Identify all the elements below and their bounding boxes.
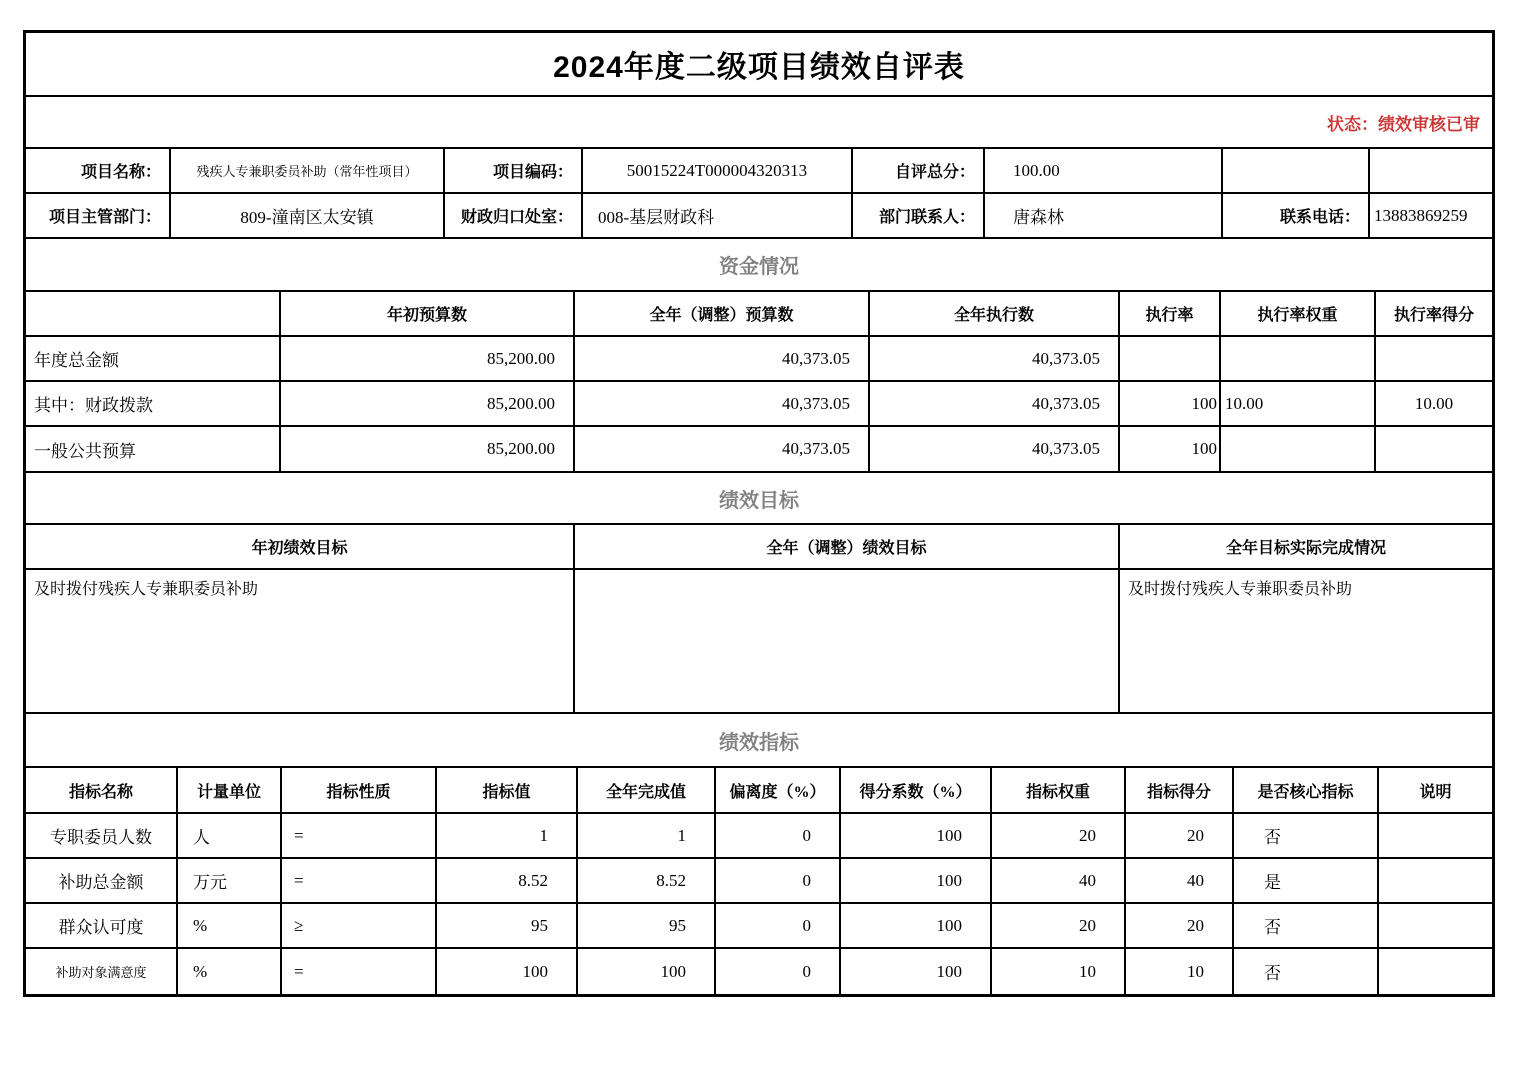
indicator-coefficient: 100 [841, 814, 992, 857]
funding-row-label: 一般公共预算 [26, 427, 281, 471]
funding-header-initial-budget: 年初预算数 [281, 292, 575, 335]
performance-self-evaluation-form [23, 30, 1495, 997]
indicator-target: 95 [437, 904, 578, 947]
finance-office-label: 财政归口处室： [445, 194, 583, 237]
indicator-header-completed: 全年完成值 [578, 768, 716, 812]
indicators-section-row [26, 714, 1492, 768]
dept-label: 项目主管部门： [26, 194, 171, 237]
goal-initial-text: 及时拨付残疾人专兼职委员补助 [26, 570, 575, 712]
indicator-header-note: 说明 [1419, 783, 1452, 801]
indicator-name: 补助对象满意度 [26, 949, 178, 994]
funding-row-label: 其中：财政拨款 [26, 382, 281, 425]
goal-actual-text: 及时拨付残疾人专兼职委员补助 [1128, 581, 1353, 598]
indicator-target: 1 [437, 814, 578, 857]
funding-rate [1120, 337, 1221, 380]
section-title-goals: 绩效目标 [719, 489, 799, 512]
funding-row-total [26, 337, 1492, 382]
indicator-header-weight: 指标权重 [992, 768, 1126, 812]
indicator-row [26, 904, 1492, 949]
indicator-completed: 100 [578, 949, 716, 994]
indicator-coefficient: 100 [841, 904, 992, 947]
project-name-label: 项目名称： [26, 149, 171, 192]
self-score-value: 100.00 [985, 149, 1223, 192]
indicator-name: 专职委员人数 [26, 814, 178, 857]
indicator-row [26, 949, 1492, 994]
funding-adjusted-budget: 40,373.05 [575, 427, 870, 471]
funding-header-rate-score: 执行率得分 [1393, 307, 1474, 324]
indicator-header-core: 是否核心指标 [1234, 768, 1379, 812]
indicator-header-unit: 计量单位 [178, 768, 282, 812]
indicator-completed: 8.52 [578, 859, 716, 902]
funding-adjusted-budget: 40,373.05 [575, 337, 870, 380]
indicator-completed: 1 [578, 814, 716, 857]
funding-row-fiscal [26, 382, 1492, 427]
indicator-target: 8.52 [437, 859, 578, 902]
form-title: 2024年度二级项目绩效自评表 [553, 51, 965, 84]
indicator-note [1379, 949, 1492, 994]
indicator-coefficient: 100 [841, 949, 992, 994]
indicator-header-nature: 指标性质 [282, 768, 437, 812]
indicator-row [26, 814, 1492, 859]
status-text: 状态：绩效审核已审 [1327, 114, 1480, 134]
indicator-nature: = [282, 949, 437, 994]
funding-header-rate-weight: 执行率权重 [1221, 292, 1376, 335]
indicator-score: 20 [1126, 814, 1234, 857]
funding-rate-weight [1221, 337, 1376, 380]
indicators-header-row [26, 768, 1492, 814]
goals-section-row [26, 473, 1492, 525]
funding-adjusted-budget: 40,373.05 [575, 382, 870, 425]
indicator-weight: 10 [992, 949, 1126, 994]
indicator-unit: % [178, 904, 282, 947]
indicator-row [26, 859, 1492, 904]
indicator-core: 否 [1234, 904, 1379, 947]
phone-value: 13883869259 [1374, 205, 1468, 225]
funding-row-public-budget [26, 427, 1492, 473]
project-code-label: 项目编码： [445, 149, 583, 192]
funding-rate-score [1376, 427, 1492, 471]
indicator-name: 群众认可度 [26, 904, 178, 947]
indicator-header-name: 指标名称 [26, 768, 178, 812]
funding-initial-budget: 85,200.00 [281, 382, 575, 425]
status-row [26, 97, 1492, 149]
indicator-nature: ≥ [282, 904, 437, 947]
info-row-1 [26, 149, 1492, 194]
phone-label: 联系电话： [1223, 194, 1370, 237]
funding-rate: 100 [1120, 382, 1221, 425]
contact-label: 部门联系人： [853, 194, 985, 237]
title-row [26, 33, 1492, 97]
funding-rate: 100 [1120, 427, 1221, 471]
goals-header-adjusted: 全年（调整）绩效目标 [575, 525, 1120, 568]
project-name-value: 残疾人专兼职委员补助（常年性项目） [171, 149, 445, 192]
indicator-unit: % [178, 949, 282, 994]
indicator-header-target: 指标值 [437, 768, 578, 812]
funding-executed: 40,373.05 [870, 382, 1120, 425]
indicator-header-deviation: 偏离度（%） [716, 768, 841, 812]
indicator-deviation: 0 [716, 949, 841, 994]
funding-initial-budget: 85,200.00 [281, 427, 575, 471]
funding-executed: 40,373.05 [870, 427, 1120, 471]
indicator-header-coefficient: 得分系数（%） [841, 768, 992, 812]
goals-header-row [26, 525, 1492, 570]
finance-office-value: 008-基层财政科 [583, 194, 853, 237]
empty-cell [1370, 149, 1492, 192]
section-title-indicators: 绩效指标 [719, 731, 799, 754]
goals-body-row [26, 570, 1492, 714]
indicator-core: 是 [1234, 859, 1379, 902]
indicator-deviation: 0 [716, 814, 841, 857]
indicator-weight: 20 [992, 904, 1126, 947]
funding-rate-score [1376, 337, 1492, 380]
indicator-name: 补助总金额 [26, 859, 178, 902]
indicator-unit: 万元 [178, 859, 282, 902]
indicator-deviation: 0 [716, 904, 841, 947]
info-row-2 [26, 194, 1492, 239]
indicator-nature: = [282, 814, 437, 857]
section-title-funding: 资金情况 [719, 256, 799, 278]
self-score-label: 自评总分： [853, 149, 985, 192]
funding-section-row [26, 239, 1492, 292]
funding-initial-budget: 85,200.00 [281, 337, 575, 380]
funding-header-executed: 全年执行数 [870, 292, 1120, 335]
project-code-value: 50015224T000004320313 [583, 149, 853, 192]
indicator-deviation: 0 [716, 859, 841, 902]
indicator-unit: 人 [178, 814, 282, 857]
funding-header-row [26, 292, 1492, 337]
indicator-score: 40 [1126, 859, 1234, 902]
funding-executed: 40,373.05 [870, 337, 1120, 380]
funding-rate-weight [1221, 427, 1376, 471]
indicator-core: 否 [1234, 814, 1379, 857]
indicator-weight: 40 [992, 859, 1126, 902]
indicator-nature: = [282, 859, 437, 902]
funding-row-label: 年度总金额 [26, 337, 281, 380]
indicator-score: 20 [1126, 904, 1234, 947]
goals-header-initial: 年初绩效目标 [26, 525, 575, 568]
indicator-weight: 20 [992, 814, 1126, 857]
goal-adjusted-text [575, 570, 1120, 712]
indicator-note [1379, 814, 1492, 857]
funding-header-rate: 执行率 [1120, 292, 1221, 335]
indicator-note [1379, 859, 1492, 902]
goals-header-actual: 全年目标实际完成情况 [1225, 540, 1386, 557]
indicator-score: 10 [1126, 949, 1234, 994]
contact-value: 唐森林 [985, 194, 1223, 237]
indicator-target: 100 [437, 949, 578, 994]
funding-rate-weight: 10.00 [1221, 382, 1376, 425]
funding-header-adjusted-budget: 全年（调整）预算数 [575, 292, 870, 335]
indicator-coefficient: 100 [841, 859, 992, 902]
indicator-completed: 95 [578, 904, 716, 947]
empty-cell [1223, 149, 1370, 192]
dept-value: 809-潼南区太安镇 [171, 194, 445, 237]
funding-rate-score: 10.00 [1414, 393, 1454, 413]
indicator-note [1379, 904, 1492, 947]
funding-header-empty [26, 292, 281, 335]
indicator-core: 否 [1234, 949, 1379, 994]
indicator-header-score: 指标得分 [1126, 768, 1234, 812]
